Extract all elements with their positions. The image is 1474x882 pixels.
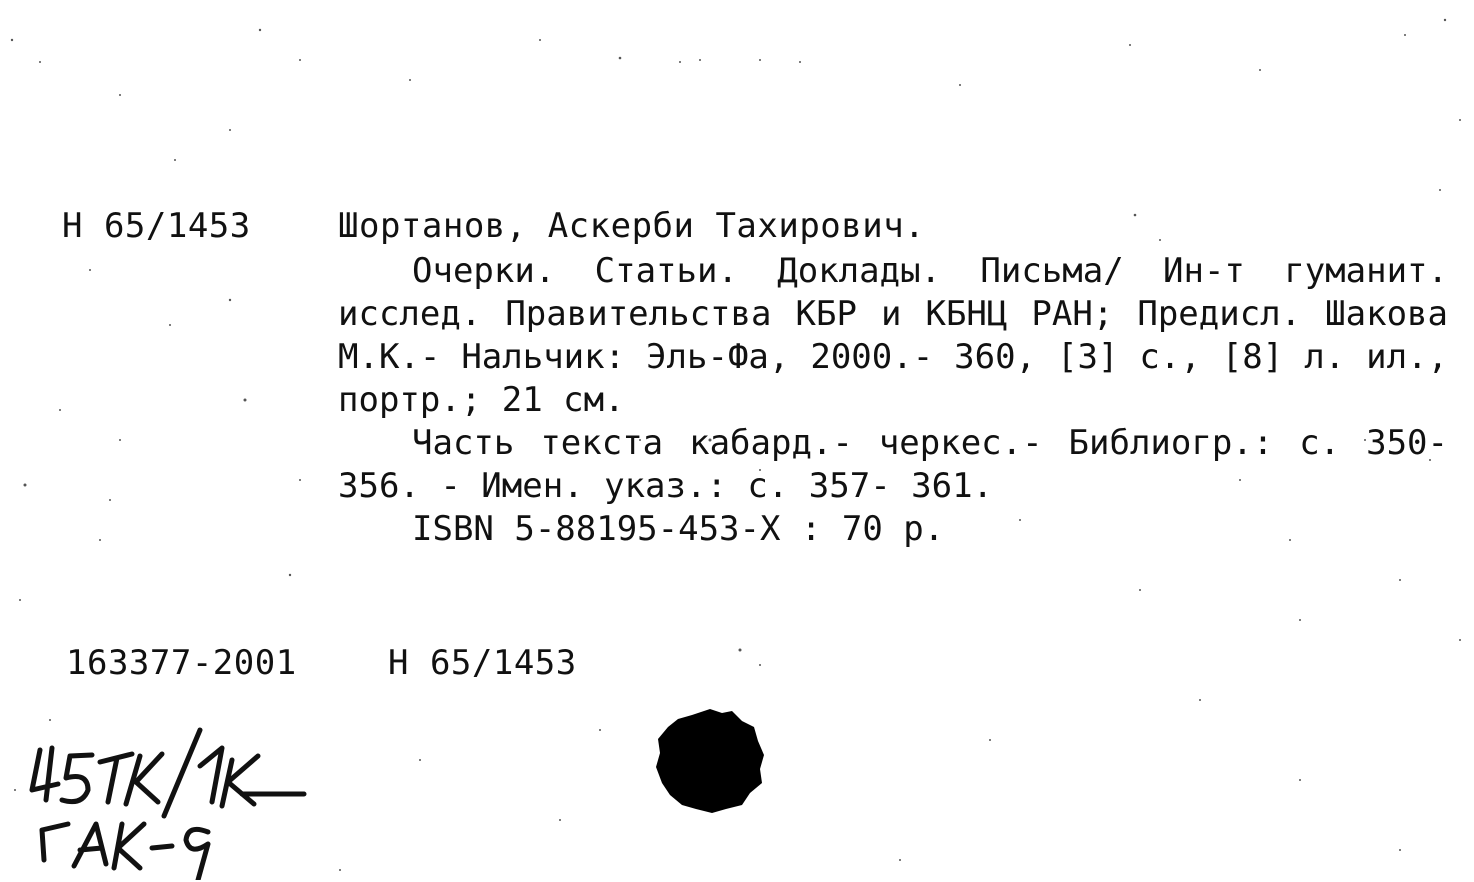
ink-blot (652, 705, 766, 815)
bibliographic-description: Очерки. Статьи. Доклады. Письма/ Ин-т гуманит. исслед. Правительства КБР и КБНЦ РАН; Предисл. Шакова М.К.- Нальчик: Эль-Фа, 2000.- 360, [3] с., [8] л. ил., портр.; 21 см. (338, 251, 1448, 420)
footer-shelf-mark: Н 65/1453 (388, 643, 577, 683)
accession-number: 163377-2001 (66, 643, 297, 683)
bibliographic-notes: Часть текста кабард.- черкес.- Библиогр.: с. 350- 356. - Имен. указ.: с. 357- 361. (338, 423, 1448, 506)
bibliographic-description-block (338, 250, 1448, 551)
author-heading: Шортанов, Аскерби Тахирович. (338, 206, 926, 246)
handwritten-annotation (22, 720, 342, 880)
isbn-line: ISBN 5-88195-453-X : 70 р. (412, 509, 945, 549)
shelf-mark: Н 65/1453 (62, 206, 251, 246)
